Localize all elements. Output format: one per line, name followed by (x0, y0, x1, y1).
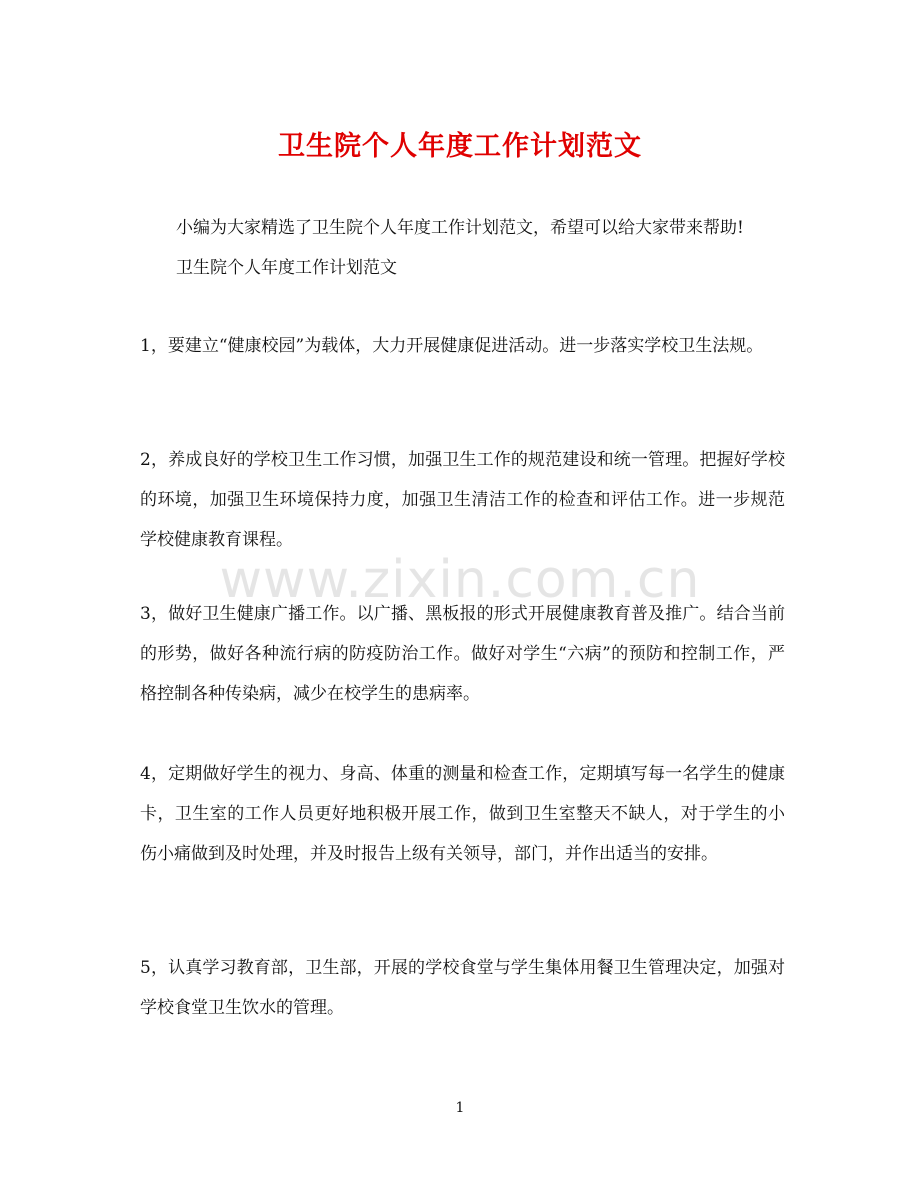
paragraph-2: 2，养成良好的学校卫生工作习惯，加强卫生工作的规范建设和统一管理。把握好学校的环境，加强卫生环境保持力度，加强卫生清洁工作的检查和评估工作。进一步规范学校健康教育课程。 (140, 450, 785, 550)
watermark: www.zixin.com.cn (219, 550, 701, 610)
intro-subtitle: 卫生院个人年度工作计划范文 (176, 258, 397, 278)
paragraph-1: 1，要建立“健康校园”为载体，大力开展健康促进活动。进一步落实学校卫生法规。 (140, 336, 764, 356)
paragraph-4: 4，定期做好学生的视力、身高、体重的测量和检查工作，定期填写每一名学生的健康卡，卫生室的工作人员更好地积极开展工作，做到卫生室整天不缺人，对于学生的小伤小痛做到及时处理，并及时报告上级有关领导，部门，并作出适当的安排。 (140, 764, 785, 864)
paragraph-5: 5，认真学习教育部，卫生部，开展的学校食堂与学生集体用餐卫生管理决定，加强对学校食堂卫生饮水的管理。 (140, 958, 785, 1018)
paragraph-3: 3，做好卫生健康广播工作。以广播、黑板报的形式开展健康教育普及推广。结合当前的形势，做好各种流行病的防疫防治工作。做好对学生“六病”的预防和控制工作，严格控制各种传染病，减少在校学生的患病率。 (140, 604, 785, 704)
document-title: 卫生院个人年度工作计划范文 (278, 131, 642, 162)
page-number: 1 (455, 1100, 465, 1116)
intro-line: 小编为大家精选了卫生院个人年度工作计划范文，希望可以给大家带来帮助! (176, 218, 744, 238)
